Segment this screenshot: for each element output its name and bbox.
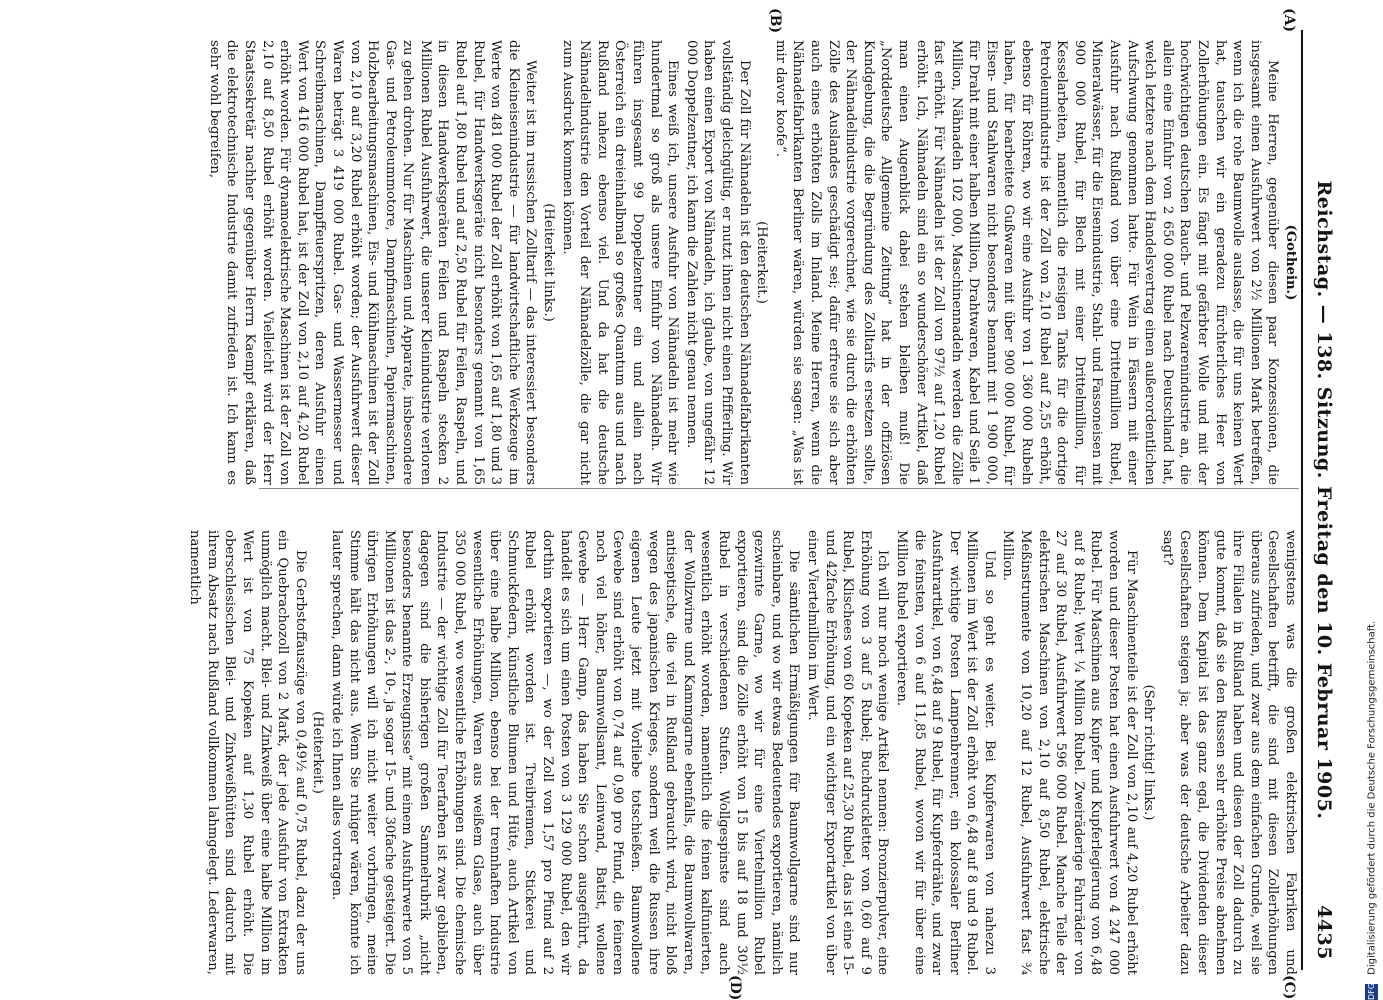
- interjection: (Heiterkeit.): [754, 221, 770, 304]
- header-rule: [1301, 30, 1303, 970]
- margin-marker-a: (A): [1281, 8, 1297, 33]
- margin-marker-b: (B): [767, 8, 783, 34]
- speaker-name: (Gothein.): [1283, 224, 1298, 301]
- paragraph: Eines weiß ich, unsere Ausfuhr von Nähnadeln ist mehr wie hundertmal so groß als unsere Einfuhr von Nähnadeln. Wir führen insgesamt 99 Doppelzentner ein und allein nach Österreich ein dreieinhalbmal so großes Quantum aus und nach Rußland nahezu ebenso viel. Und da hat die deutsche Nähnadelindustrie den Vorteil der Nähnadelzölle, die gar nicht zum Ausdruck kommen können.: [559, 40, 681, 485]
- interjection: (Sehr richtig! links.): [1141, 684, 1157, 821]
- column-divider: [259, 488, 1299, 489]
- paragraph: wenigstens was die großen elektrischen Fabriken und Gesellschaften betrifft, die sind mit diesen Zollerhöhungen überaus zufrieden, und zwar aus dem einfachen Grunde, weil sie ihre Filialen in Rußland haben und diesen der Zoll dadurch zu gute kommt, daß sie den Russen sehr erhöhte Preise abnehmen können. Dem Kapital ist das ganz egal, die Dividenden dieser Gesellschaften steigen ja; aber was der deutsche Arbeiter dazu sagt?: [1159, 530, 1298, 975]
- running-title: Reichstag. — 138. Sitzung. Freitag den 10. Februar 1905.: [1313, 180, 1335, 820]
- margin-marker-d: (D): [727, 975, 743, 1000]
- page-number: 4435: [1313, 905, 1335, 960]
- paragraph: Der Zoll für Nähnadeln ist den deutschen Nähnadelfabrikanten vollständig gleichgültig, er nutzt ihnen nicht einen Pfifferling. Wir haben einen Export von Nähnadeln, ich glaube, von ungefähr 12 000 Doppelzentner, ich kann die Zahlen nicht genau nennen.: [683, 40, 752, 485]
- dfg-logo: DFG: [1367, 983, 1376, 1000]
- margin-marker-c: (C): [1281, 975, 1297, 1000]
- paragraph: Für Maschinenteile ist der Zoll von 2,10 auf 4,20 Rubel erhöht worden und dieser Posten hat einen Ausfuhrwert von 4 247 000 Rubel. Für Maschinen aus Kupfer und Kupferlegierung von 6,48 auf 8 Rubel; Wert ¼ Million Rubel. Zweiräderige Fahrräder von 27 auf 30 Rubel, Ausfuhrwert 596 000 Rubel. Manche Teile der elektrischen Maschinen von 2,10 auf 8,50 Rubel, elektrische Meßinstrumente von 10,20 auf 12 Rubel, Ausfuhrwert fast ¾ Million.: [1000, 530, 1139, 975]
- digitization-credit: [1365, 0, 1383, 1000]
- paragraph: Die Gerbstoffauszüge von 0,49½ auf 0,75 Rubel, dazu der uns ein Quebrachozoll von 2 Mark, der jede Ausfuhr von Extrakten unmöglich macht. Blei- und Zinkweiß über eine halbe Million im Wert ist von 75 Kopeken auf 1,30 Rubel erhöht. Die oberschlesischen Blei- und Zinkweißhütten sind dadurch mit ihrem Absatz nach Rußland vollkommen lahmgelegt. Lederwaren, namentlich: [187, 530, 308, 975]
- paragraph: Die sämtlichen Ermäßigungen für Baumwollgarne sind nur scheinbare, und wo wir etwas Bedeutendes exportieren, nämlich gezwirnte Garne, wo wir für eine Viertelmillion Rubel exportieren, sind die Zölle erhöht von 15 bis auf 18 und 30½ Rubel in verschiedenen Stufen. Wollgespinste sind auch wesentlich erhöht worden, namentlich die feinen kalfunierten, der Wollzwirne und Kammgarne ebenfalls, die Baumwollwaren, antiseptische, die viel in Rußland gebraucht wird, nicht bloß wegen des japanischen Krieges, sondern weil die Russen ihre eigenen Leute jetzt mit Vorliebe totschießen. Baumwollene Gewebe sind erhöht von 0,74 auf 0,90 pro Pfund, die feineren noch viel höher, Baumwollsamt, Leinwand, Batist, wollene Gewebe — Herr Gamp, das haben Sie schon ausgeführt, da handelt es sich um einen Posten von 3 129 000 Rubel, den wir dorthin exportieren —, wo der Zoll von 1,57 pro Pfund auf 2 Rubel erhöht worden ist. Treibriemen, Stickerei und Schmuckfedern, künstliche Blumen und Hüte, auch Artikel von über eine halbe Million, ebenso bei der trennhaften Industrie wesentliche Erhöhungen, Waren aus weißem Glase, auch über 350 000 Rubel, wo wesentliche Erhöhungen sind. Die chemische Industrie — der wichtige Zoll für Teerfarben ist zwar geblieben, dagegen sind die bisherigen großen Sammelrubrik „nicht besonders benannte Erzeugnisse“ mit einem Ausfuhrwerte von 5 Millionen ist das 2-, 10-, ja sogar 15- und 30fache gesteigert. Die übrigen Erhöhungen will ich nicht weiter vorbringen, meine Stimme hält das nicht aus. Wenn Sie ruhiger wären, könnte ich lauter sprechen, dann würde ich Ihnen alles vortragen.: [328, 530, 802, 975]
- right-text-column: [185, 530, 1299, 975]
- paragraph: Ich will nur noch wenige Artikel nennen: Bronzierpulver, eine Erhöhung von 3 auf 5 Rubel; Buchdruckletter von 0,60 auf 9 Rubel, Klischees von 60 Kopeken auf 25,30 Rubel, das ist eine 15- und 42fache Erhöhung, und ein wichtiger Exportartikel von über einer Viertelmillion im Wert.: [804, 530, 891, 975]
- paragraph: Meine Herren, gegenüber diesen paar Konzessionen, die insgesamt einen Ausfuhrwert von 2½ Millionen Mark betreffen, wenn ich die rohe Baumwolle auslasse, die für uns keinen Wert hat, tauschen wir ein geradezu fürchterliches Heer von Zollerhöhungen ein. Es fängt mit gefärbter Wolle und mit der hochwichtigen deutschen Rauch- und Pelzwarenindustrie an, die allein eine Einfuhr von 2 650 000 Rubel nach Deutschland hat, welch letztere nach dem Handelsvertrag einen außerordentlichen Aufschwung genommen hatte. Für Wein in Fässern mit einer Ausfuhr nach Rußland von über eine Drittelmillion Rubel, Mineralwässer, für die Eisenindustrie, Stahl- und Fassoneisen mit 900 000 Rubel, für Blech mit einer Drittelmillion, für Kesselarbeiten, namentlich die riesigen Tanks für die dortige Petroleumindustrie ist der Zoll von 2,10 Rubel auf 2,55 erhöht, ebenso für Röhren, wo wir eine Ausfuhr von 1 360 000 Rubeln haben, für bearbeitete Gußwaren mit über 900 000 Rubel, für Eisen- und Stahlwaren nicht besonders benannt mit 1 900 000, für Draht mit einer halben Million, Drahtwaren, Kabel und Seile 1 Million, Nähnadeln 102 000, Maschinennadeln werden die Zölle fast erhöht. Für Nähnadeln ist der Zoll von 97½ auf 1,20 Rubel erhöht. Ich, Nähnadeln sind ein so wunderschöner Artikel, daß man einen Augenblick dabei stehen bleiben muß! Die „Norddeutsche Allgemeine Zeitung“ hat in der offiziösen Kundgebung, die die Begründung des Zolltarifs ersetzen sollte, der Nähnadelindustrie vorgerechnet, wie sie durch die erhöhten Zölle des Auslandes geschädigt sei; dafür erfreue sie sich aber auch eines erhöhten Zolls im Inland. Meine Herren, wenn die Nähnadelfabrikanten Berliner wären, würden sie sagen: „Was ist mir davor koofe“.: [772, 40, 1281, 485]
- interjection: (Heiterkeit links.): [541, 203, 557, 322]
- paragraph: Und so geht es weiter. Bei Kupferwaren von nahezu 3 Millionen im Wert ist der Zoll erhöht von 6,48 auf 8 und 9 Rubel. Der wichtige Posten Lampenbrenner, ein kolossaler Berliner Ausfuhrartikel, von 6,48 auf 9 Rubel, für Kupferdrähte, und zwar die feinsten, von 6 auf 11,85 Rubel, wovon wir für über eine Million Rubel exportieren.: [893, 530, 997, 975]
- interjection: (Heiterkeit.): [310, 711, 326, 794]
- left-text-column: [204, 40, 1299, 485]
- credit-text: Digitalisierung gefördert durch die Deutsche Forschungsgemeinschaft.: [1366, 620, 1378, 975]
- page-header: [1303, 30, 1343, 970]
- paragraph: Weiter ist im russischen Zolltarif — das interessiert besonders die Kleineisenindustrie — für landwirtschaftliche Werkzeuge im Werte von 481 000 Rubel der Zoll erhöht von 1,65 auf 1,80 und 3 Rubel, für Handwerksgeräte nicht besonders genannt von 1,65 Rubel auf 1,80 Rubel und auf 2,50 Rubel für Feilen, Raspeln, und in diesen Handwerksgeräten Feilen und Raspeln stecken 2 Millionen Rubel Ausfuhrwert, die unserer Kleinindustrie verloren zu gehen drohen. Nur für Maschinen und Apparate, insbesondere Gas- und Petroleummotore, Dampfmaschinen, Papiermaschinen, Holzbearbeitungsmaschinen, Eis- und Kühlmaschinen ist der Zoll von 2,10 auf 3,20 Rubel erhöht worden; der Ausfuhrwert dieser Waren beträgt 3 419 000 Rubel. Gas- und Wassermesser und Schreibmaschinen, Dampffeuerspritzen, deren Ausfuhr einen Wert von 416 000 Rubel hat, ist der Zoll von 2,10 auf 4,20 Rubel erhöht worden. Für dynamoelektrische Maschinen ist der Zoll von 2,10 auf 8,50 Rubel erhöht worden. Vielleicht wird der Herr Staatssekretär nachher gegenüber Herrn Kaempf erklären, daß die elektrotechnische Industrie damit zufrieden ist. Ich kann es sehr wohl begreifen,: [206, 40, 539, 485]
